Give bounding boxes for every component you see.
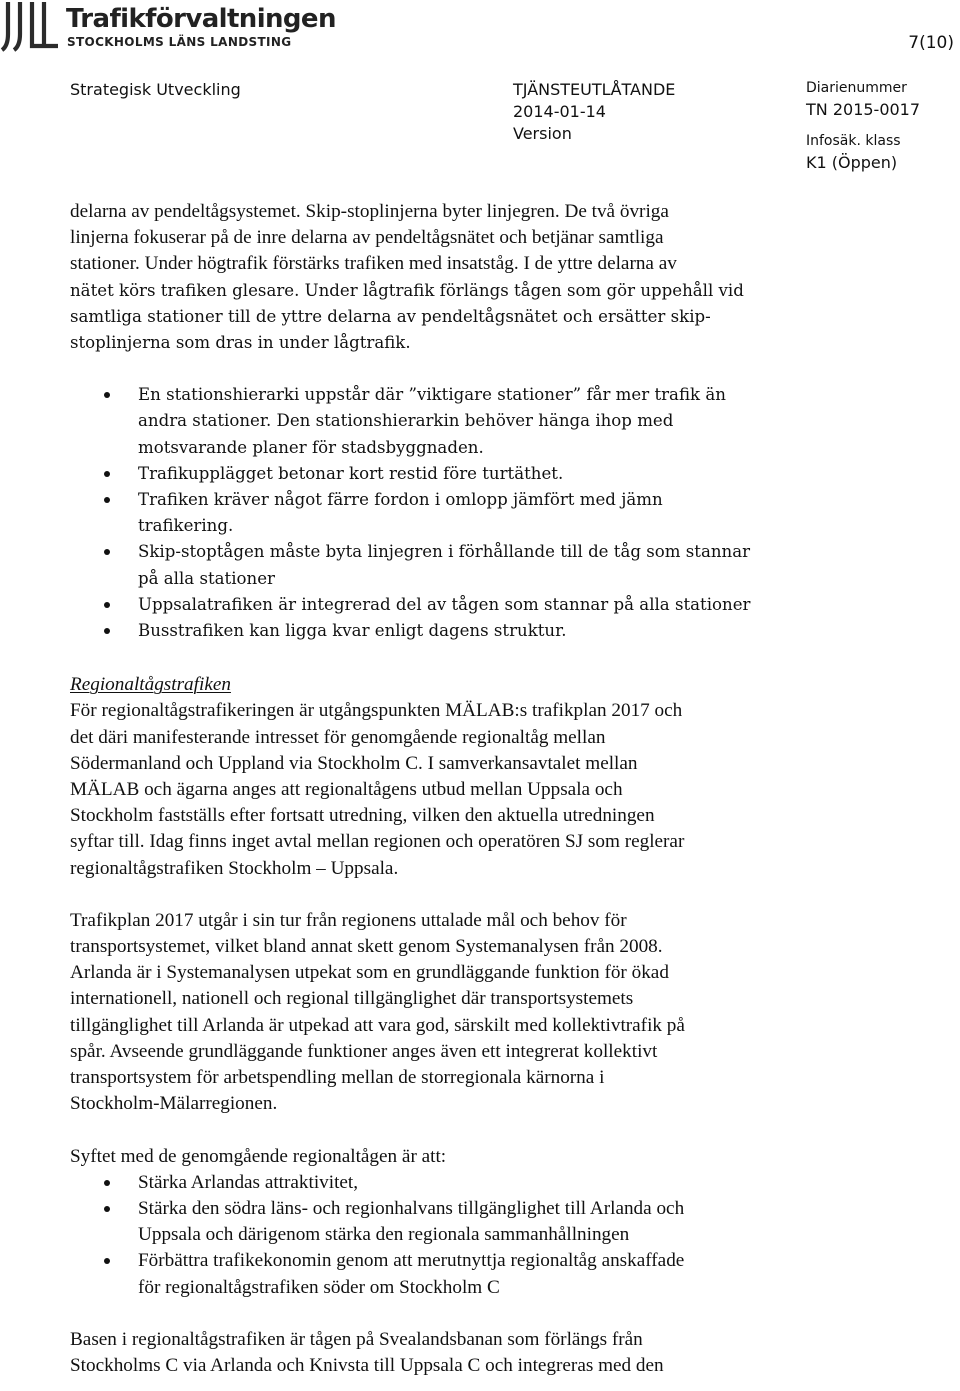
text-line: Basen i regionaltågstrafiken är tågen på Svealandsbanan som förlängs från — [70, 1328, 643, 1350]
section-heading: Regionaltågstrafiken — [70, 674, 231, 696]
bullet-icon — [104, 392, 110, 398]
document-info — [513, 79, 675, 145]
list-item-text: Uppsala och därigenom stärka den regionala sammanhållningen — [138, 1224, 630, 1246]
classification-label: Infosäk. klass — [806, 133, 901, 149]
text-line: stoplinjerna som dras in under lågtrafik. — [70, 333, 411, 353]
diarie-label: Diarienummer — [806, 80, 907, 96]
list-item-text: Trafiken kräver något färre fordon i omlopp jämfört med jämn — [138, 490, 663, 510]
document-body — [70, 199, 810, 1379]
bullet-icon — [104, 628, 110, 634]
text-line: MÄLAB och ägarna anges att regionaltågens utbud mellan Uppsala och — [70, 779, 623, 801]
bullet-list-purpose — [70, 1170, 810, 1301]
list-item-text: Förbättra trafikekonomin genom att merutnyttja regionaltåg anskaffade — [138, 1250, 685, 1272]
bullet-icon — [104, 497, 110, 503]
regional-section — [70, 672, 810, 1379]
text-line: delarna av pendeltågsystemet. Skip-stoplinjerna byter linjegren. De två övriga — [70, 201, 669, 222]
text-line: Stockholms C via Arlanda och Knivsta till Uppsala C och integreras med den — [70, 1354, 664, 1376]
page-number: 7(10) — [908, 33, 954, 53]
purpose-intro: Syftet med de genomgående regionaltågen är att: — [70, 1145, 447, 1167]
intro-paragraph-cont — [70, 278, 810, 357]
text-line: För regionaltågstrafikeringen är utgångspunkten MÄLAB:s trafikplan 2017 och — [70, 700, 683, 722]
list-item-text: Uppsalatrafiken är integrerad del av tågen som stannar på alla stationer — [138, 594, 751, 614]
text-line: samtliga stationer till de yttre delarna av pendeltågsnätet och ersätter skip- — [70, 306, 711, 326]
text-line: regionaltågstrafiken Stockholm – Uppsala. — [70, 857, 399, 879]
list-item-text: på alla stationer — [138, 568, 275, 588]
text-line: tillgänglighet till Arlanda är utpekad att vara god, särskilt med kollektivtrafik på — [70, 1014, 685, 1036]
text-line: transportsystem för arbetspendling mellan de storregionala kärnorna i — [70, 1067, 605, 1089]
version-label: Version — [513, 124, 572, 143]
text-line: Södermanland och Uppland via Stockholm C. I samverkansavtalet mellan — [70, 752, 638, 774]
bullet-icon — [104, 471, 110, 477]
bullet-icon — [104, 1180, 110, 1186]
list-item — [70, 1196, 810, 1248]
list-item — [70, 487, 810, 539]
stockholms-lans-landsting-logo-icon — [0, 0, 62, 52]
text-line: Trafikplan 2017 utgår i sin tur från regionens uttalade mål och behov för — [70, 909, 627, 931]
list-item-text: för regionaltågstrafiken söder om Stockholm C — [138, 1276, 500, 1298]
text-line: Stockholm fastställs efter fortsatt utredning, vilken den aktuella utredningen — [70, 805, 655, 827]
text-line: det däri manifesterande intresset för genomgående regionaltåg mellan — [70, 726, 606, 748]
diarie-number: TN 2015-0017 — [806, 100, 921, 119]
bullet-icon — [104, 549, 110, 555]
text-line: Arlanda är i Systemanalysen utpekat som en grundläggande funktion för ökad — [70, 962, 669, 984]
text-line: nätet körs trafiken glesare. Under lågtrafik förlängs tågen som gör uppehåll vid — [70, 280, 744, 300]
list-item-text: Busstrafiken kan ligga kvar enligt dagens struktur. — [138, 621, 567, 641]
document-type: TJÄNSTEUTLÅTANDE — [513, 80, 676, 99]
text-line: Stockholm-Mälarregionen. — [70, 1093, 278, 1115]
logo-subtitle: STOCKHOLMS LÄNS LANDSTING — [67, 35, 292, 49]
bullet-list-stationshierarki — [70, 382, 810, 644]
list-item-text: Trafikupplägget betonar kort restid före turtäthet. — [138, 463, 564, 483]
registry-info — [806, 77, 920, 174]
document-date: 2014-01-14 — [513, 102, 606, 121]
list-item — [70, 618, 810, 644]
list-item-text: trafikering. — [138, 516, 234, 536]
department-name: Strategisk Utveckling — [70, 80, 241, 99]
list-item — [70, 382, 810, 461]
classification-value: K1 (Öppen) — [806, 153, 898, 172]
department — [70, 79, 241, 101]
logo — [0, 0, 336, 52]
text-line: internationell, nationell och regional tillgänglighet där transportsystemets — [70, 988, 634, 1010]
bullet-icon — [104, 1258, 110, 1264]
list-item — [70, 592, 810, 618]
text-line: linjerna fokuserar på de inre delarna av pendeltågsnätet och betjänar samtliga — [70, 227, 664, 249]
list-item — [70, 461, 810, 487]
list-item-text: En stationshierarki uppstår där ”viktigare stationer” får mer trafik än — [138, 385, 726, 405]
list-item-text: motsvarande planer för stadsbyggnaden. — [138, 437, 484, 457]
list-item — [70, 1248, 810, 1300]
intro-paragraph — [70, 199, 810, 278]
bullet-icon — [104, 602, 110, 608]
text-line: stationer. Under högtrafik förstärks trafiken med insatståg. I de yttre delarna av — [70, 253, 677, 275]
list-item-text: Stärka den södra läns- och regionhalvans tillgänglighet till Arlanda och — [138, 1197, 685, 1219]
list-item-text: Stärka Arlandas attraktivitet, — [138, 1171, 359, 1193]
text-line: syftar till. Idag finns inget avtal mellan regionen och operatören SJ som reglerar — [70, 831, 685, 853]
bullet-icon — [104, 1206, 110, 1212]
text-line: transportsystemet, vilket bland annat skett genom Systemanalysen från 2008. — [70, 936, 663, 958]
list-item-text: Skip-stoptågen måste byta linjegren i förhållande till de tåg som stannar — [138, 542, 751, 562]
text-line: spår. Avseende grundläggande funktioner anges även ett integrerat kollektivt — [70, 1040, 658, 1062]
list-item — [70, 539, 810, 591]
logo-name: Trafikförvaltningen — [66, 4, 336, 34]
list-item-text: andra stationer. Den stationshierarkin behöver hänga ihop med — [138, 411, 674, 431]
list-item — [70, 1170, 810, 1196]
